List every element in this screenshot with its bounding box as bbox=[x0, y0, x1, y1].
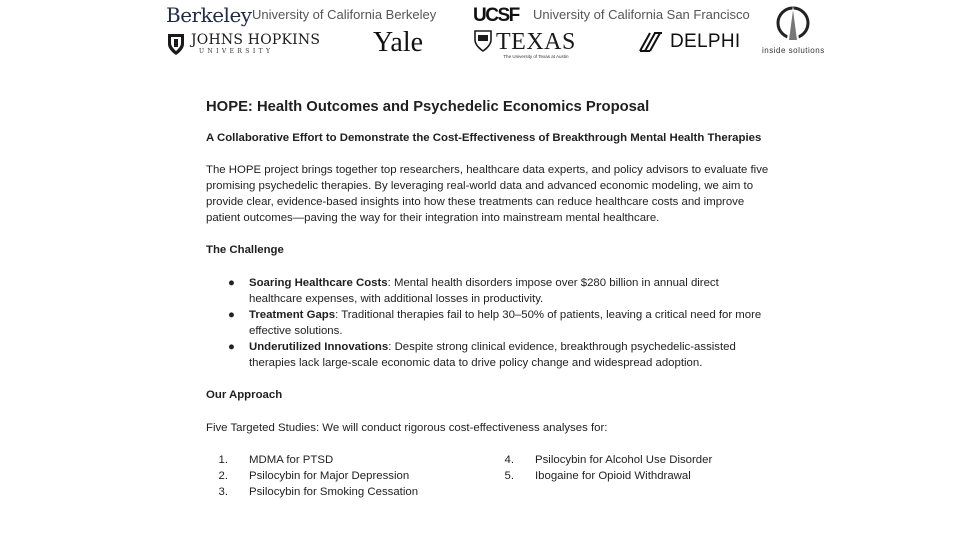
study-number: 1. bbox=[218, 454, 228, 466]
study-number: 5. bbox=[504, 470, 514, 482]
study-item bbox=[492, 452, 712, 468]
texas-logo bbox=[474, 30, 576, 60]
johns-hopkins-university: UNIVERSITY bbox=[199, 48, 274, 55]
challenge-heading: The Challenge bbox=[206, 244, 284, 256]
ucsf-name: University of California San Francisco bbox=[533, 7, 750, 22]
texas-name: TEXAS bbox=[496, 29, 576, 55]
study-number: 4. bbox=[504, 454, 514, 466]
study-item bbox=[206, 452, 492, 468]
challenge-item bbox=[228, 307, 774, 339]
ucsf-logo-text: UCSF bbox=[473, 5, 519, 26]
berkeley-name: University of California Berkeley bbox=[252, 7, 437, 22]
document-subtitle: A Collaborative Effort to Demonstrate the Cost-Effectiveness of Breakthrough Mental Health Therapies bbox=[206, 132, 762, 144]
bullet-icon: ● bbox=[228, 277, 235, 289]
delphi-logo bbox=[638, 31, 740, 53]
texas-shield-icon bbox=[474, 30, 492, 52]
studies-column-left bbox=[206, 452, 492, 500]
inside-solutions-mark-icon bbox=[773, 6, 813, 44]
bullet-icon: ● bbox=[228, 341, 235, 353]
johns-hopkins-logo bbox=[166, 32, 320, 56]
berkeley-logo: Berkeley bbox=[166, 3, 252, 27]
inside-solutions-logo bbox=[762, 6, 825, 55]
study-label: MDMA for PTSD bbox=[249, 454, 334, 466]
delphi-mark-icon bbox=[638, 31, 664, 53]
studies-column-right bbox=[492, 452, 712, 500]
study-number: 2. bbox=[218, 470, 228, 482]
study-label: Psilocybin for Alcohol Use Disorder bbox=[535, 454, 713, 466]
ucsf-logo bbox=[473, 3, 529, 32]
challenge-item-title: Treatment Gaps bbox=[249, 309, 336, 321]
document-title: HOPE: Health Outcomes and Psychedelic Economics Proposal bbox=[206, 99, 650, 115]
texas-subtitle: The University of Texas at Austin bbox=[503, 54, 569, 59]
challenge-item bbox=[228, 275, 774, 307]
yale-logo: Yale bbox=[373, 27, 424, 58]
study-label: Ibogaine for Opioid Withdrawal bbox=[535, 470, 691, 482]
study-item bbox=[206, 484, 492, 500]
challenge-item-title: Underutilized Innovations bbox=[249, 341, 389, 353]
challenge-list bbox=[206, 275, 774, 371]
approach-intro: Five Targeted Studies: We will conduct rigorous cost-effectiveness analyses for: bbox=[206, 422, 608, 434]
studies-list bbox=[206, 452, 774, 500]
approach-heading: Our Approach bbox=[206, 389, 283, 401]
challenge-item-text: : Despite strong clinical evidence, breakthrough psychedelic-assisted therapies lack large-scale economic data to drive policy change and widespread adoption. bbox=[249, 341, 736, 369]
challenge-item-text: : Traditional therapies fail to help 30–50% of patients, leaving a critical need for more effective solutions. bbox=[249, 309, 762, 337]
intro-paragraph: The HOPE project brings together top researchers, healthcare data experts, and policy advisors to evaluate five promising psychedelic therapies. By leveraging real-world data and advanced economic modeling, we aim to provide clear, evidence-based insights into how these treatments can reduce healthcare costs and improve patient outcomes—paving the way for their integration into mainstream mental healthcare. bbox=[206, 164, 769, 224]
proposal-document bbox=[206, 98, 774, 500]
partner-logos bbox=[0, 0, 960, 66]
bullet-icon: ● bbox=[228, 309, 235, 321]
study-number: 3. bbox=[218, 486, 228, 498]
challenge-item bbox=[228, 339, 774, 371]
challenge-item-text: : Mental health disorders impose over $280 billion in annual direct healthcare expenses, with additional losses in productivity. bbox=[249, 277, 719, 305]
inside-solutions-name: inside solutions bbox=[762, 46, 825, 55]
study-label: Psilocybin for Major Depression bbox=[249, 470, 410, 482]
delphi-name: DELPHI bbox=[670, 31, 741, 52]
study-item bbox=[492, 468, 712, 484]
study-label: Psilocybin for Smoking Cessation bbox=[249, 486, 419, 498]
johns-hopkins-shield-icon bbox=[166, 32, 186, 56]
challenge-item-title: Soaring Healthcare Costs bbox=[249, 277, 388, 289]
johns-hopkins-name: JOHNS HOPKINS bbox=[191, 32, 321, 48]
study-item bbox=[206, 468, 492, 484]
